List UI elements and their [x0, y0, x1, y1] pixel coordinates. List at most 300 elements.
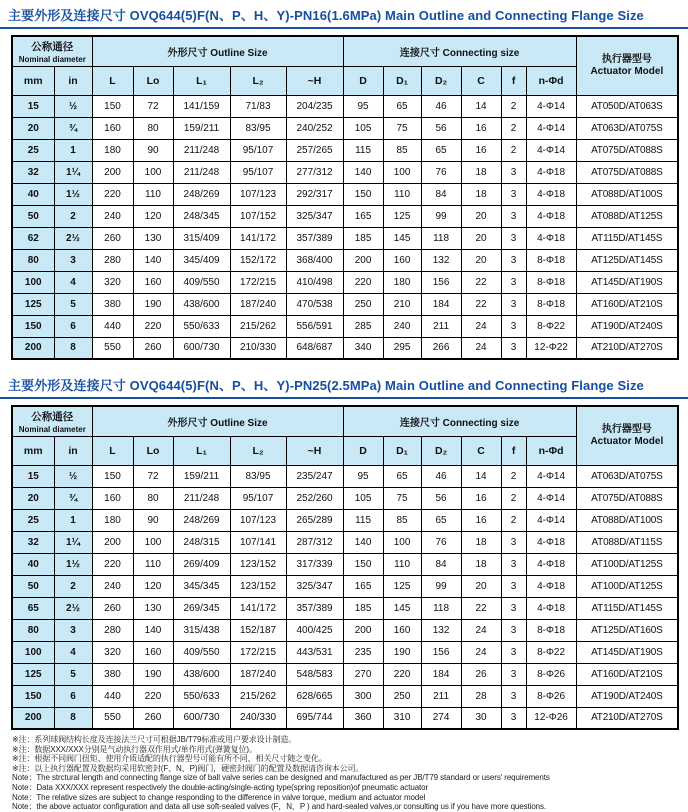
cell-D: 165 — [343, 575, 383, 597]
table-row — [12, 293, 678, 315]
table-row — [12, 315, 678, 337]
cell-Lo: 130 — [133, 597, 173, 619]
cell-Lo: 120 — [133, 205, 173, 227]
cell-n-phi-d: 4-Φ18 — [526, 227, 576, 249]
cell-f: 3 — [501, 619, 526, 641]
cell-actuator-model: AT145D/AT190S — [576, 271, 678, 293]
cell-n-phi-d: 4-Φ18 — [526, 205, 576, 227]
cell-L1: 211/248 — [173, 161, 230, 183]
table-row — [12, 553, 678, 575]
cell-H: 265/289 — [286, 509, 343, 531]
cell-Lo: 90 — [133, 139, 173, 161]
cell-L1: 409/550 — [173, 271, 230, 293]
cell-L2: 187/240 — [230, 663, 286, 685]
cell-n-phi-d: 4-Φ18 — [526, 597, 576, 619]
note-line: ※注：数据XXX/XXX分别是气动执行器双作用式/单作用式(弹簧复位)。 — [12, 744, 257, 754]
cell-mm: 15 — [12, 95, 54, 117]
col-header-mm: mm — [12, 436, 54, 465]
cell-D2: 46 — [421, 95, 461, 117]
table-row — [12, 337, 678, 359]
cell-in: 3 — [54, 249, 92, 271]
cell-D1: 240 — [383, 315, 421, 337]
cell-L1: 438/600 — [173, 293, 230, 315]
cell-C: 24 — [461, 641, 501, 663]
cell-D1: 75 — [383, 117, 421, 139]
cell-L1: 159/211 — [173, 117, 230, 139]
cell-actuator-model: AT075D/AT088S — [576, 487, 678, 509]
cell-L: 150 — [92, 95, 133, 117]
cell-Lo: 140 — [133, 249, 173, 271]
cell-D: 285 — [343, 315, 383, 337]
note-line: ※注：根据不同阀门扭矩、使用介质适配的执行器型号可能有所不同，相关尺寸随之变化。 — [12, 754, 327, 764]
table-row — [12, 509, 678, 531]
cell-mm: 40 — [12, 183, 54, 205]
table-row — [12, 205, 678, 227]
cell-H: 695/744 — [286, 707, 343, 729]
cell-mm: 100 — [12, 641, 54, 663]
cell-C: 20 — [461, 249, 501, 271]
table-row — [12, 619, 678, 641]
cell-n-phi-d: 12-Φ26 — [526, 707, 576, 729]
cell-mm: 20 — [12, 487, 54, 509]
cell-Lo: 120 — [133, 575, 173, 597]
cell-n-phi-d: 4-Φ14 — [526, 465, 576, 487]
cell-n-phi-d: 8-Φ18 — [526, 249, 576, 271]
cell-actuator-model: AT088D/AT115S — [576, 531, 678, 553]
cell-D2: 65 — [421, 139, 461, 161]
col-header-H: ~H — [286, 436, 343, 465]
cell-f: 2 — [501, 139, 526, 161]
cell-H: 317/339 — [286, 553, 343, 575]
cell-H: 357/389 — [286, 227, 343, 249]
cell-L: 440 — [92, 315, 133, 337]
cell-C: 24 — [461, 619, 501, 641]
cell-D: 340 — [343, 337, 383, 359]
actuator-model-header — [576, 406, 678, 465]
table-row — [12, 271, 678, 293]
cell-D2: 118 — [421, 597, 461, 619]
actuator-model-header — [576, 36, 678, 95]
cell-L2: 152/187 — [230, 619, 286, 641]
cell-in: 2½ — [54, 597, 92, 619]
cell-L2: 95/107 — [230, 139, 286, 161]
cell-D1: 125 — [383, 575, 421, 597]
cell-H: 648/687 — [286, 337, 343, 359]
col-header-f: f — [501, 436, 526, 465]
nominal-diameter-header — [12, 36, 92, 66]
cell-L: 380 — [92, 663, 133, 685]
cell-mm: 80 — [12, 619, 54, 641]
cell-in: 1¼ — [54, 161, 92, 183]
cell-L1: 409/550 — [173, 641, 230, 663]
cell-C: 18 — [461, 161, 501, 183]
cell-in: ¾ — [54, 117, 92, 139]
cell-L: 220 — [92, 183, 133, 205]
cell-L: 550 — [92, 337, 133, 359]
cell-D2: 76 — [421, 531, 461, 553]
cell-mm: 40 — [12, 553, 54, 575]
cell-f: 3 — [501, 553, 526, 575]
cell-D1: 145 — [383, 597, 421, 619]
cell-L1: 248/269 — [173, 509, 230, 531]
cell-H: 410/498 — [286, 271, 343, 293]
connecting-size-header: 连接尺寸 Connecting size — [343, 36, 576, 66]
cell-actuator-model: AT088D/AT125S — [576, 205, 678, 227]
col-header-n-phi-d: n-Φd — [526, 66, 576, 95]
cell-Lo: 260 — [133, 337, 173, 359]
table-body — [12, 95, 678, 359]
cell-Lo: 72 — [133, 465, 173, 487]
cell-in: 1 — [54, 139, 92, 161]
cell-D: 220 — [343, 271, 383, 293]
cell-n-phi-d: 8-Φ18 — [526, 271, 576, 293]
cell-mm: 100 — [12, 271, 54, 293]
cell-L1: 438/600 — [173, 663, 230, 685]
cell-D2: 56 — [421, 117, 461, 139]
cell-L: 160 — [92, 487, 133, 509]
cell-C: 14 — [461, 465, 501, 487]
cell-D1: 65 — [383, 95, 421, 117]
cell-mm: 25 — [12, 509, 54, 531]
cell-in: 6 — [54, 685, 92, 707]
col-header-in: in — [54, 66, 92, 95]
cell-L2: 141/172 — [230, 597, 286, 619]
cell-L2: 187/240 — [230, 293, 286, 315]
cell-actuator-model: AT115D/AT145S — [576, 227, 678, 249]
cell-n-phi-d: 4-Φ18 — [526, 575, 576, 597]
cell-mm: 65 — [12, 597, 54, 619]
cell-D1: 160 — [383, 619, 421, 641]
cell-D2: 156 — [421, 641, 461, 663]
cell-L2: 123/152 — [230, 575, 286, 597]
outline-size-header: 外形尺寸 Outline Size — [92, 406, 343, 436]
cell-Lo: 100 — [133, 531, 173, 553]
cell-Lo: 220 — [133, 685, 173, 707]
col-header-D1: D₁ — [383, 66, 421, 95]
cell-L: 180 — [92, 509, 133, 531]
cell-D2: 99 — [421, 575, 461, 597]
cell-Lo: 90 — [133, 509, 173, 531]
cell-D2: 132 — [421, 249, 461, 271]
cell-Lo: 220 — [133, 315, 173, 337]
cell-Lo: 72 — [133, 95, 173, 117]
cell-L: 550 — [92, 707, 133, 729]
cell-D2: 118 — [421, 227, 461, 249]
cell-D1: 110 — [383, 553, 421, 575]
cell-D1: 100 — [383, 531, 421, 553]
cell-Lo: 160 — [133, 641, 173, 663]
cell-D1: 65 — [383, 465, 421, 487]
cell-in: 4 — [54, 641, 92, 663]
cell-mm: 80 — [12, 249, 54, 271]
cell-L2: 210/330 — [230, 337, 286, 359]
cell-D: 165 — [343, 205, 383, 227]
cell-L: 320 — [92, 271, 133, 293]
cell-D2: 184 — [421, 663, 461, 685]
cell-actuator-model: AT210D/AT270S — [576, 707, 678, 729]
cell-L: 160 — [92, 117, 133, 139]
actuator-model-cn: 执行器型号 — [601, 53, 652, 65]
cell-L2: 107/123 — [230, 183, 286, 205]
cell-D: 200 — [343, 619, 383, 641]
cell-mm: 200 — [12, 707, 54, 729]
cell-D2: 211 — [421, 315, 461, 337]
cell-D1: 190 — [383, 641, 421, 663]
table-row — [12, 641, 678, 663]
cell-L1: 248/315 — [173, 531, 230, 553]
cell-H: 470/538 — [286, 293, 343, 315]
cell-D: 95 — [343, 95, 383, 117]
cell-D1: 180 — [383, 271, 421, 293]
cell-L: 320 — [92, 641, 133, 663]
cell-n-phi-d: 4-Φ14 — [526, 487, 576, 509]
cell-actuator-model: AT075D/AT088S — [576, 139, 678, 161]
cell-actuator-model: AT088D/AT100S — [576, 183, 678, 205]
cell-C: 28 — [461, 685, 501, 707]
cell-D1: 295 — [383, 337, 421, 359]
cell-f: 2 — [501, 95, 526, 117]
table-row — [12, 575, 678, 597]
cell-D1: 220 — [383, 663, 421, 685]
col-header-f: f — [501, 66, 526, 95]
cell-D: 185 — [343, 227, 383, 249]
cell-L: 180 — [92, 139, 133, 161]
cell-D2: 184 — [421, 293, 461, 315]
cell-mm: 32 — [12, 531, 54, 553]
cell-f: 3 — [501, 531, 526, 553]
cell-L: 280 — [92, 619, 133, 641]
cell-n-phi-d: 8-Φ26 — [526, 685, 576, 707]
cell-L: 260 — [92, 597, 133, 619]
cell-L1: 248/269 — [173, 183, 230, 205]
table-row — [12, 531, 678, 553]
cell-H: 292/317 — [286, 183, 343, 205]
cell-L1: 159/211 — [173, 465, 230, 487]
cell-C: 26 — [461, 663, 501, 685]
cell-L: 240 — [92, 575, 133, 597]
cell-f: 3 — [501, 227, 526, 249]
col-header-mm: mm — [12, 66, 54, 95]
cell-D1: 85 — [383, 509, 421, 531]
cell-Lo: 190 — [133, 293, 173, 315]
cell-C: 16 — [461, 487, 501, 509]
note-line: ※注：系列球阀结构长度及连接法兰尺寸可根据JB/T79标准或用户要求设计制造。 — [12, 735, 297, 744]
cell-D: 105 — [343, 487, 383, 509]
cell-C: 18 — [461, 553, 501, 575]
footnotes — [12, 735, 688, 812]
cell-in: 4 — [54, 271, 92, 293]
cell-L: 240 — [92, 205, 133, 227]
cell-f: 3 — [501, 249, 526, 271]
cell-n-phi-d: 4-Φ14 — [526, 509, 576, 531]
col-header-in: in — [54, 436, 92, 465]
cell-C: 14 — [461, 95, 501, 117]
table-row — [12, 465, 678, 487]
cell-actuator-model: AT063D/AT075S — [576, 117, 678, 139]
cell-L2: 83/95 — [230, 465, 286, 487]
cell-n-phi-d: 4-Φ18 — [526, 553, 576, 575]
outline-size-header: 外形尺寸 Outline Size — [92, 36, 343, 66]
cell-H: 443/531 — [286, 641, 343, 663]
cell-f: 3 — [501, 161, 526, 183]
cell-L: 380 — [92, 293, 133, 315]
note-line: Note：Data XXX/XXX represent respectively the double-acting/single-acting type(spring reposition)of pneumatic actuator — [12, 782, 429, 792]
cell-in: 1¼ — [54, 531, 92, 553]
cell-f: 3 — [501, 315, 526, 337]
cell-H: 628/665 — [286, 685, 343, 707]
table-row — [12, 685, 678, 707]
col-header-L1: L₁ — [173, 436, 230, 465]
cell-D: 95 — [343, 465, 383, 487]
cell-D: 150 — [343, 553, 383, 575]
cell-in: 2 — [54, 205, 92, 227]
cell-L1: 600/730 — [173, 337, 230, 359]
cell-f: 3 — [501, 293, 526, 315]
cell-mm: 150 — [12, 685, 54, 707]
cell-mm: 50 — [12, 575, 54, 597]
cell-f: 3 — [501, 205, 526, 227]
cell-L1: 600/730 — [173, 707, 230, 729]
cell-L2: 71/83 — [230, 95, 286, 117]
cell-D2: 274 — [421, 707, 461, 729]
cell-in: 5 — [54, 663, 92, 685]
cell-mm: 50 — [12, 205, 54, 227]
col-header-D: D — [343, 436, 383, 465]
cell-mm: 200 — [12, 337, 54, 359]
cell-C: 18 — [461, 183, 501, 205]
cell-L2: 215/262 — [230, 315, 286, 337]
cell-L1: 141/159 — [173, 95, 230, 117]
col-header-D2: D₂ — [421, 66, 461, 95]
cell-D2: 76 — [421, 161, 461, 183]
col-header-L: L — [92, 436, 133, 465]
cell-f: 3 — [501, 663, 526, 685]
cell-D1: 125 — [383, 205, 421, 227]
cell-L2: 152/172 — [230, 249, 286, 271]
cell-in: 1½ — [54, 553, 92, 575]
cell-D: 270 — [343, 663, 383, 685]
cell-L1: 248/345 — [173, 205, 230, 227]
cell-n-phi-d: 8-Φ18 — [526, 619, 576, 641]
actuator-model-cn: 执行器型号 — [601, 423, 652, 435]
col-header-C: C — [461, 436, 501, 465]
actuator-model-en: Actuator Model — [590, 65, 664, 77]
cell-n-phi-d: 4-Φ14 — [526, 139, 576, 161]
cell-actuator-model: AT190D/AT240S — [576, 685, 678, 707]
table-row — [12, 227, 678, 249]
cell-actuator-model: AT100D/AT125S — [576, 553, 678, 575]
cell-L: 280 — [92, 249, 133, 271]
cell-L1: 345/409 — [173, 249, 230, 271]
table-row — [12, 249, 678, 271]
cell-f: 3 — [501, 183, 526, 205]
col-header-L1: L₁ — [173, 66, 230, 95]
cell-D1: 75 — [383, 487, 421, 509]
nominal-diameter-header — [12, 406, 92, 436]
cell-D1: 110 — [383, 183, 421, 205]
cell-L2: 107/152 — [230, 205, 286, 227]
cell-D2: 84 — [421, 553, 461, 575]
cell-D1: 100 — [383, 161, 421, 183]
cell-mm: 15 — [12, 465, 54, 487]
cell-Lo: 190 — [133, 663, 173, 685]
cell-D: 115 — [343, 139, 383, 161]
cell-in: ½ — [54, 465, 92, 487]
cell-L2: 123/152 — [230, 553, 286, 575]
cell-D2: 99 — [421, 205, 461, 227]
col-header-Lo: Lo — [133, 436, 173, 465]
cell-n-phi-d: 8-Φ18 — [526, 293, 576, 315]
cell-L: 440 — [92, 685, 133, 707]
cell-in: 2 — [54, 575, 92, 597]
col-header-n-phi-d: n-Φd — [526, 436, 576, 465]
cell-L2: 215/262 — [230, 685, 286, 707]
cell-D: 300 — [343, 685, 383, 707]
cell-actuator-model: AT125D/AT145S — [576, 249, 678, 271]
nominal-diameter-en: Nominal diameter — [18, 54, 86, 64]
cell-C: 20 — [461, 205, 501, 227]
table-row — [12, 663, 678, 685]
cell-n-phi-d: 8-Φ22 — [526, 641, 576, 663]
cell-actuator-model: AT050D/AT063S — [576, 95, 678, 117]
cell-L1: 550/633 — [173, 315, 230, 337]
cell-actuator-model: AT088D/AT100S — [576, 509, 678, 531]
cell-n-phi-d: 4-Φ18 — [526, 531, 576, 553]
cell-L: 220 — [92, 553, 133, 575]
cell-D: 185 — [343, 597, 383, 619]
cell-D: 360 — [343, 707, 383, 729]
table-row — [12, 95, 678, 117]
col-header-D: D — [343, 66, 383, 95]
cell-C: 22 — [461, 597, 501, 619]
cell-f: 2 — [501, 509, 526, 531]
cell-H: 204/235 — [286, 95, 343, 117]
nominal-diameter-en: Nominal diameter — [18, 424, 86, 434]
cell-Lo: 140 — [133, 619, 173, 641]
cell-L: 200 — [92, 531, 133, 553]
cell-Lo: 100 — [133, 161, 173, 183]
col-header-Lo: Lo — [133, 66, 173, 95]
table-row — [12, 183, 678, 205]
cell-Lo: 160 — [133, 271, 173, 293]
cell-f: 3 — [501, 597, 526, 619]
cell-mm: 150 — [12, 315, 54, 337]
cell-C: 20 — [461, 575, 501, 597]
cell-f: 3 — [501, 575, 526, 597]
cell-Lo: 260 — [133, 707, 173, 729]
cell-H: 368/400 — [286, 249, 343, 271]
cell-L2: 141/172 — [230, 227, 286, 249]
cell-H: 357/389 — [286, 597, 343, 619]
cell-L2: 172/215 — [230, 641, 286, 663]
cell-in: 1½ — [54, 183, 92, 205]
cell-H: 325/347 — [286, 205, 343, 227]
cell-actuator-model: AT115D/AT145S — [576, 597, 678, 619]
cell-L1: 315/409 — [173, 227, 230, 249]
cell-n-phi-d: 8-Φ26 — [526, 663, 576, 685]
cell-mm: 62 — [12, 227, 54, 249]
cell-n-phi-d: 4-Φ18 — [526, 183, 576, 205]
spec-table-pn16 — [11, 35, 679, 360]
table-row — [12, 117, 678, 139]
cell-actuator-model: AT125D/AT160S — [576, 619, 678, 641]
cell-C: 16 — [461, 509, 501, 531]
cell-C: 18 — [461, 531, 501, 553]
cell-Lo: 130 — [133, 227, 173, 249]
col-header-H: ~H — [286, 66, 343, 95]
cell-f: 2 — [501, 465, 526, 487]
note-line: Note：The relative sizes are subject to change responding to the difference in valve torque, medium and actuator model — [12, 792, 426, 802]
